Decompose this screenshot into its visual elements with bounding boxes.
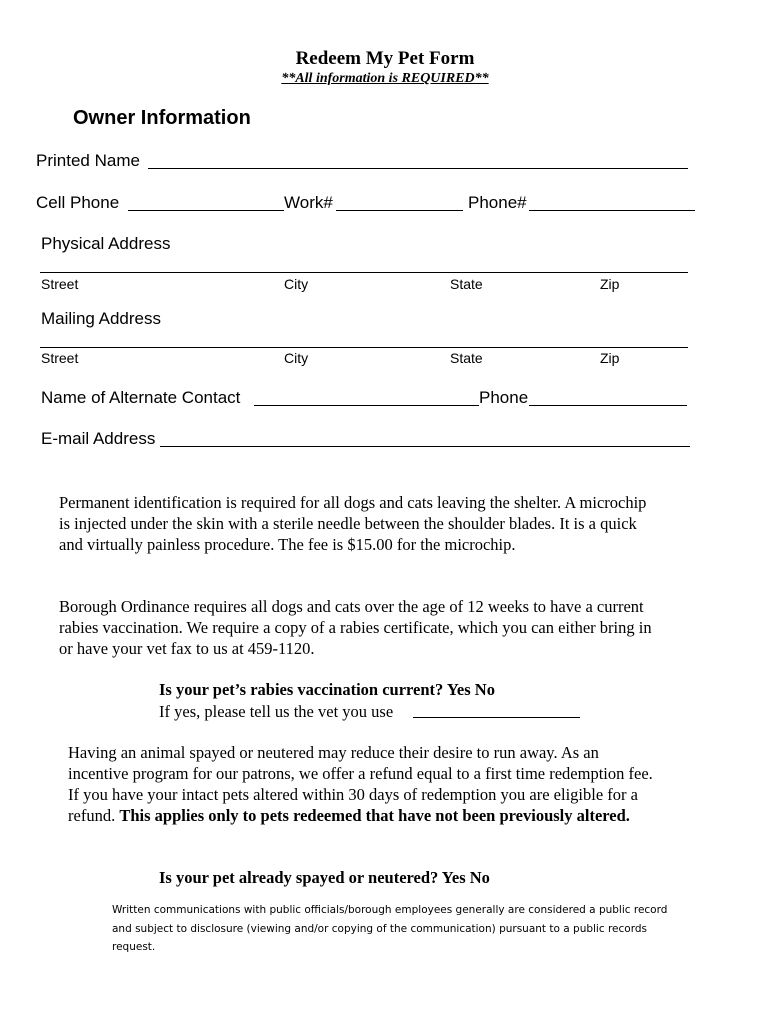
work-label: Work# <box>284 193 333 212</box>
physical-street-caption: Street <box>41 276 79 292</box>
required-notice: **All information is REQUIRED** <box>281 71 489 86</box>
phone-field[interactable] <box>529 210 695 211</box>
printed-name-label: Printed Name <box>36 151 140 170</box>
alternate-phone-label: Phone <box>479 388 529 407</box>
work-phone-field[interactable] <box>336 210 463 211</box>
spay-condition: This applies only to pets redeemed that have not been previously altered. <box>119 806 630 825</box>
owner-heading: Owner Information <box>73 107 251 129</box>
public-record-notice: Written communications with public officials/borough employees generally are considered a public record and subject to disclosure (viewing and/or copying of the communication) pursuant to a public records request. <box>112 904 668 953</box>
mailing-city-caption: City <box>284 350 309 366</box>
form-title: Redeem My Pet Form <box>295 48 475 69</box>
alternate-contact-label: Name of Alternate Contact <box>41 388 241 407</box>
physical-state-caption: State <box>450 276 483 292</box>
physical-address-label: Physical Address <box>41 234 171 253</box>
alternate-phone-field[interactable] <box>529 405 687 406</box>
alternate-contact-field[interactable] <box>254 405 479 406</box>
physical-address-field[interactable] <box>40 272 688 273</box>
mailing-street-caption: Street <box>41 350 79 366</box>
cell-phone-label: Cell Phone <box>36 193 120 212</box>
mailing-address-field[interactable] <box>40 347 688 348</box>
mailing-state-caption: State <box>450 350 483 366</box>
mailing-zip-caption: Zip <box>600 350 620 366</box>
physical-zip-caption: Zip <box>600 276 620 292</box>
printed-name-field[interactable] <box>148 168 688 169</box>
spay-paragraph <box>68 742 658 826</box>
rabies-question: Is your pet’s rabies vaccination current? Yes No <box>159 680 495 699</box>
phone-label: Phone# <box>468 193 527 212</box>
vet-field[interactable] <box>413 717 580 718</box>
mailing-address-label: Mailing Address <box>41 309 162 328</box>
spay-intro: Having an animal spayed or neutered may reduce their desire to run away. As an incentive program for our patrons, we offer a refund equal to a first time redemption fee. If you have your intact pets altered within 30 days of redemption you are eligible for a refund. <box>68 743 653 825</box>
email-field[interactable] <box>160 446 690 447</box>
email-label: E-mail Address <box>41 429 156 448</box>
vet-prompt: If yes, please tell us the vet you use <box>159 702 394 721</box>
form-subtitle <box>0 71 770 87</box>
cell-phone-field[interactable] <box>128 210 284 211</box>
physical-city-caption: City <box>284 276 309 292</box>
rabies-paragraph: Borough Ordinance requires all dogs and cats over the age of 12 weeks to have a current rabies vaccination. We require a copy of a rabies certificate, which you can either bring in or have your vet fax to us at 459-1120. <box>59 597 652 658</box>
spay-question: Is your pet already spayed or neutered? Yes No <box>159 868 490 887</box>
microchip-paragraph: Permanent identification is required for all dogs and cats leaving the shelter. A microchip is injected under the skin with a sterile needle between the shoulder blades. It is a quick and virtually painless procedure. The fee is $15.00 for the microchip. <box>59 493 647 554</box>
